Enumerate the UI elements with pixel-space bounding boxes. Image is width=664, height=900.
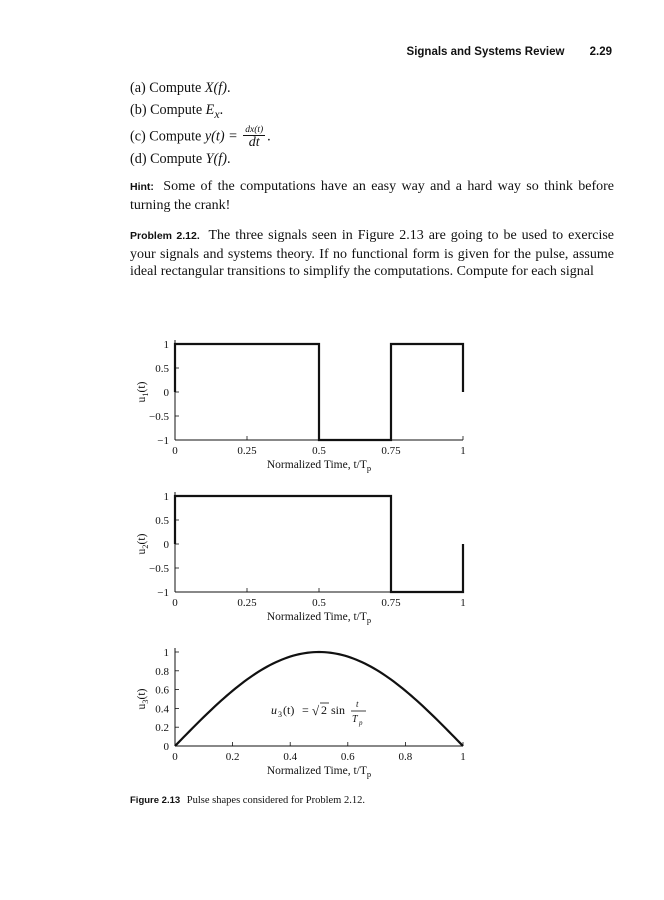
- running-head: [407, 46, 612, 58]
- figure-caption: [130, 795, 365, 806]
- y-tick-label: 0.2: [155, 722, 169, 735]
- task-item: [130, 149, 271, 171]
- x-tick-label: 0: [172, 751, 178, 763]
- caption-lead: Figure 2.13: [130, 795, 181, 806]
- x-tick-label: 1: [460, 751, 466, 763]
- task-label: (d): [130, 150, 147, 167]
- caption-text: Pulse shapes considered for Problem 2.12.: [186, 795, 365, 806]
- x-tick-label: 0.2: [225, 751, 240, 763]
- y-tick-label: 0.8: [155, 665, 169, 678]
- task-item: [130, 100, 271, 125]
- y-axis-label: $u_3(t)$: [136, 688, 150, 710]
- hint-lead: Hint:: [130, 181, 154, 193]
- running-title: Signals and Systems Review: [406, 46, 565, 58]
- formula-paren: (t): [283, 703, 295, 717]
- task-end: .: [219, 101, 224, 118]
- task-text: Compute: [149, 80, 202, 96]
- fraction-denominator: dt: [248, 134, 260, 150]
- derivative-fraction: [243, 125, 265, 149]
- y-tick-label: 1: [163, 491, 169, 503]
- task-item: [130, 78, 271, 100]
- y-tick-label: 0: [163, 387, 169, 399]
- y-tick-label: −0.5: [149, 411, 169, 423]
- task-math-sub: x: [214, 106, 220, 121]
- x-tick-label: 0: [172, 445, 178, 457]
- x-tick-label: 0.25: [237, 597, 257, 609]
- task-math: Y(f): [205, 150, 227, 167]
- fraction-top: t: [356, 699, 359, 709]
- problem-lead: Problem 2.12.: [130, 230, 200, 242]
- x-tick-label: 1: [460, 445, 466, 457]
- y-tick-label: 1: [163, 647, 169, 659]
- chart-u3: [0, 632, 664, 782]
- y-axis-label: $u_2(t)$: [136, 533, 150, 555]
- chart-u1: [0, 334, 664, 474]
- task-math: E: [205, 101, 215, 118]
- fraction-bottom: T: [352, 714, 358, 725]
- problem-paragraph: [130, 227, 614, 281]
- sqrt-two: 2: [321, 703, 327, 717]
- y-tick-label: 0: [163, 741, 169, 753]
- y-tick-label: 0.5: [155, 515, 169, 527]
- task-list: [130, 78, 271, 170]
- y-tick-label: −0.5: [149, 563, 169, 575]
- formula-sin: sin: [331, 703, 346, 717]
- x-axis-label: Normalized Time, $t/T_p$: [266, 459, 372, 473]
- task-text: Compute: [149, 128, 202, 145]
- x-axis-label: Normalized Time, $t/T_p$: [266, 611, 372, 625]
- x-tick-label: 0.5: [312, 597, 326, 609]
- y-tick-label: 0.4: [155, 703, 169, 716]
- formula-sub: 3: [278, 710, 282, 719]
- task-end: .: [226, 80, 231, 96]
- task-text: Compute: [150, 101, 203, 118]
- task-math: X(f): [204, 80, 227, 96]
- y-tick-label: 0: [163, 539, 169, 551]
- x-tick-label: 0.75: [381, 597, 401, 609]
- task-text: Compute: [150, 150, 203, 167]
- formula-lhs: u: [271, 703, 277, 717]
- hint-paragraph: [130, 178, 614, 214]
- series-line: [175, 344, 463, 440]
- page-number: 2.29: [589, 46, 612, 58]
- x-tick-label: 0.6: [340, 751, 355, 763]
- task-label: (a): [130, 80, 146, 96]
- task-item: [130, 125, 271, 149]
- x-tick-label: 0.4: [283, 751, 298, 763]
- series-line: [175, 496, 463, 592]
- y-tick-label: −1: [157, 435, 169, 447]
- y-axis-label: $u_1(t)$: [136, 381, 150, 403]
- chart-u2: [0, 482, 664, 625]
- formula-equals: =: [302, 703, 309, 717]
- y-tick-label: −1: [157, 587, 169, 599]
- x-tick-label: 0.25: [237, 445, 257, 457]
- x-tick-label: 1: [460, 597, 466, 609]
- x-tick-label: 0.5: [312, 445, 326, 457]
- y-tick-label: 0.5: [155, 363, 169, 375]
- formula-annotation: [271, 699, 366, 727]
- problem-text: The three signals seen in Figure 2.13 are going to be used to exercise your signals and systems theory. If no functional form is given for the pulse, assume ideal rectangular transitions to simplify the computations. Compute for each signal: [130, 228, 614, 279]
- x-tick-label: 0.8: [398, 751, 413, 763]
- task-end: .: [226, 150, 231, 167]
- x-tick-label: 0: [172, 597, 178, 609]
- fraction-numerator: dx(t): [245, 124, 264, 135]
- series-line: [175, 652, 463, 746]
- y-tick-label: 0.6: [155, 684, 169, 697]
- task-label: (c): [130, 128, 146, 145]
- x-tick-label: 0.75: [381, 445, 401, 457]
- task-end: .: [267, 128, 271, 145]
- sqrt-sign: √: [312, 703, 320, 718]
- x-axis-label: Normalized Time, $t/T_p$: [266, 765, 372, 779]
- task-label: (b): [130, 101, 147, 118]
- fraction-bottom-sub: p: [359, 719, 363, 727]
- y-tick-label: 1: [163, 339, 169, 351]
- task-math: y(t) =: [204, 128, 238, 145]
- hint-text: Some of the computations have an easy way and a hard way so think before turning the crank!: [130, 179, 614, 213]
